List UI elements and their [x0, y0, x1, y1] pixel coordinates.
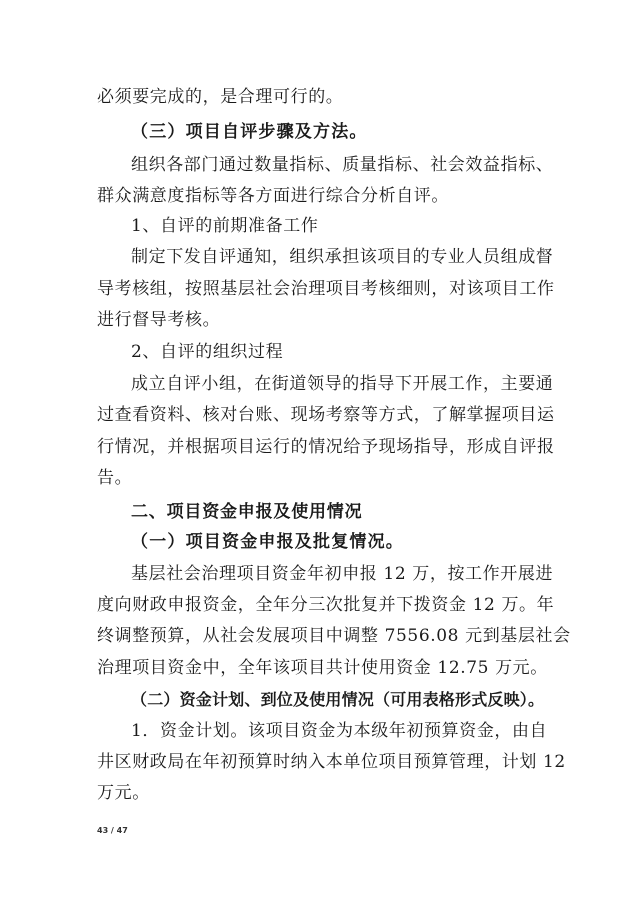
- paragraph-line: 井区财政局在年初预算时纳入本单位项目预算管理，计划 12: [97, 752, 566, 772]
- paragraph-line: 成立自评小组，在街道领导的指导下开展工作，主要通: [131, 374, 554, 394]
- paragraph-line: 组织各部门通过数量指标、质量指标、社会效益指标、: [131, 155, 554, 175]
- page-number: 43 / 47: [97, 826, 128, 835]
- paragraph-line: 治理项目资金中，全年该项目共计使用资金 12.75 万元。: [97, 658, 548, 678]
- paragraph-line: 1．资金计划。该项目资金为本级年初预算资金，由自: [131, 721, 548, 741]
- section-heading: （三）项目自评步骤及方法。: [131, 122, 368, 142]
- paragraph-line: 进行督导考核。: [97, 310, 221, 330]
- paragraph-line: 度向财政申报资金，全年分三次批复并下拨资金 12 万。年: [97, 595, 555, 615]
- paragraph-line: 基层社会治理项目资金年初申报 12 万，按工作开展进: [131, 564, 554, 584]
- paragraph-line: 告。: [97, 468, 133, 488]
- section-heading: （一）项目资金申报及批复情况。: [131, 532, 404, 552]
- section-heading: （二）资金计划、到位及使用情况（可用表格形式反映）。: [131, 690, 545, 709]
- paragraph-line: 导考核组，按照基层社会治理项目考核细则，对该项目工作: [97, 279, 555, 299]
- paragraph-line: 终调整预算，从社会发展项目中调整 7556.08 元到基层社会: [97, 626, 571, 646]
- paragraph-line: 群众满意度指标等各方面进行综合分析自评。: [97, 186, 449, 206]
- paragraph-line: 万元。: [97, 783, 150, 803]
- paragraph-line: 过查看资料、核对台账、现场考察等方式，了解掌握项目运: [97, 405, 555, 425]
- paragraph-line: 必须要完成的，是合理可行的。: [97, 87, 344, 107]
- paragraph-line: 制定下发自评通知，组织承担该项目的专业人员组成督: [131, 247, 554, 267]
- subsection-heading: 2、自评的组织过程: [131, 342, 284, 362]
- subsection-heading: 1、自评的前期准备工作: [131, 216, 319, 236]
- paragraph-line: 行情况，并根据项目运行的情况给予现场指导，形成自评报: [97, 437, 555, 457]
- chapter-heading: 二、项目资金申报及使用情况: [131, 502, 363, 522]
